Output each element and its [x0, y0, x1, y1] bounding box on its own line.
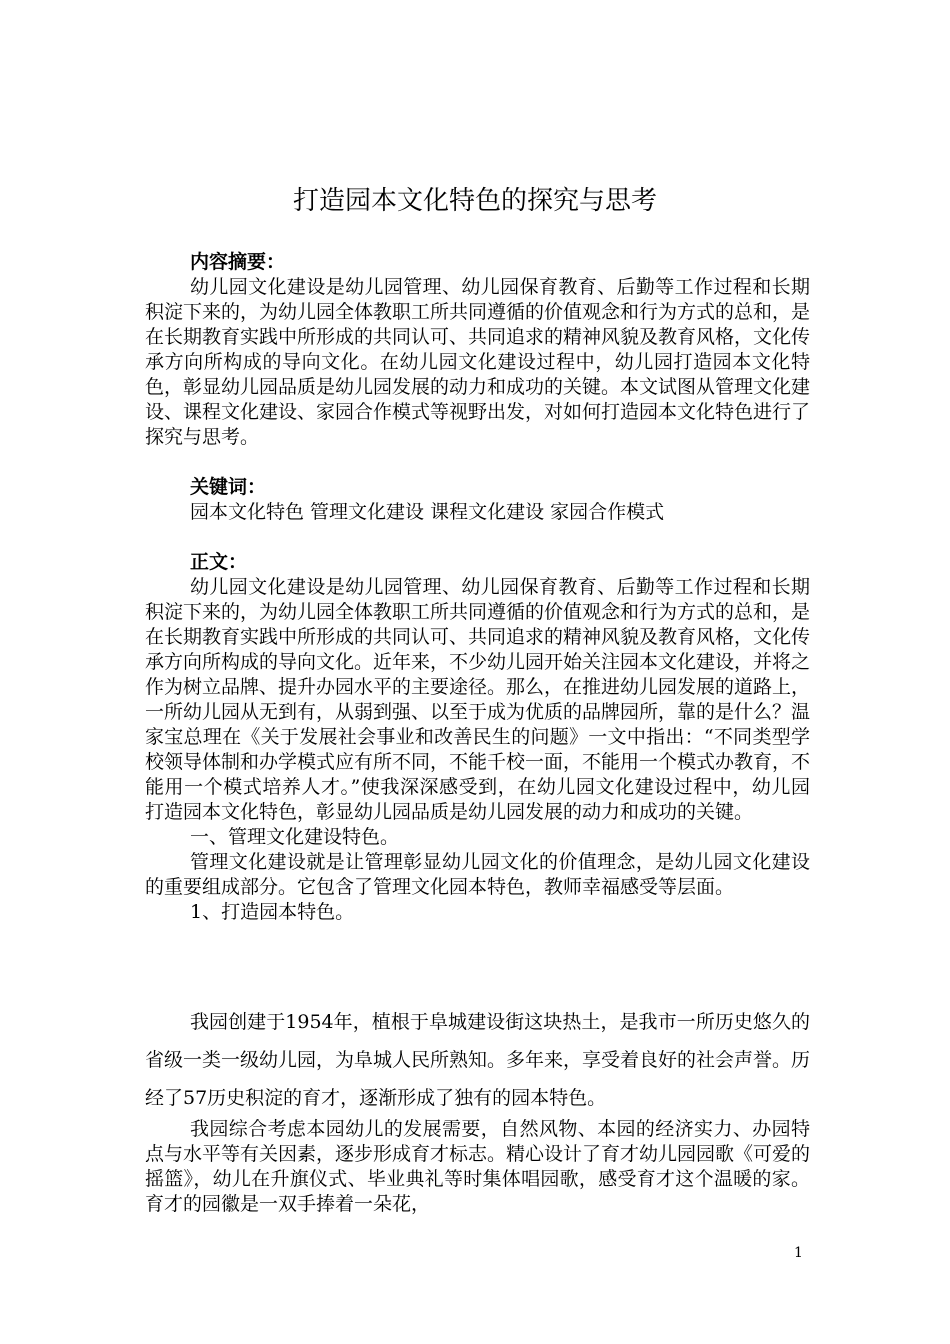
body-heading: 正文： — [190, 551, 248, 573]
body-paragraph: 我园创建于1954年，植根于阜城建设街这块热土，是我市一所历史悠久的省级一类一级幼儿园，为阜城人民所熟知。多年来，享受着良好的社会声誉。历经了57历史积淀的育才，逐渐形成了独有的园本特色。 — [145, 1011, 811, 1109]
body-section-continued — [145, 1003, 810, 1217]
abstract-section — [145, 250, 810, 450]
page-title: 打造园本文化特色的探究与思考 — [292, 186, 657, 216]
keywords-section — [145, 475, 810, 525]
keywords-heading: 关键词： — [190, 476, 267, 498]
section-heading: 一、管理文化建设特色。 — [190, 826, 400, 848]
abstract-text: 幼儿园文化建设是幼儿园管理、幼儿园保育教育、后勤等工作过程和长期积淀下来的，为幼儿园全体教职工所共同遵循的价值观念和行为方式的总和，是在长期教育实践中所形成的共同认可、共同追求的精神风貌及教育风格，文化传承方向所构成的导向文化。在幼儿园文化建设过程中，幼儿园打造园本文化特色，彰显幼儿园品质是幼儿园发展的动力和成功的关键。本文试图从管理文化建设、课程文化建设、家园合作模式等视野出发，对如何打造园本文化特色进行了探究与思考。 — [145, 276, 811, 448]
abstract-heading: 内容摘要： — [190, 251, 286, 273]
body-section — [145, 550, 810, 925]
body-paragraph: 管理文化建设就是让管理彰显幼儿园文化的价值理念，是幼儿园文化建设的重要组成部分。它包含了管理文化园本特色，教师幸福感受等层面。 — [145, 851, 810, 898]
page-number: 1 — [794, 1245, 803, 1261]
body-paragraph: 幼儿园文化建设是幼儿园管理、幼儿园保育教育、后勤等工作过程和长期积淀下来的，为幼儿园全体教职工所共同遵循的价值观念和行为方式的总和，是在长期教育实践中所形成的共同认可、共同追求的精神风貌及教育风格，文化传承方向所构成的导向文化。近年来，不少幼儿园开始关注园本文化建设，并将之作为树立品牌、提升办园水平的主要途径。那么，在推进幼儿园发展的道路上，一所幼儿园从无到有，从弱到强、以至于成为优质的品牌园所，靠的是什么？温家宝总理在《关于发展社会事业和改善民生的问题》一文中指出：“不同类型学校领导体制和办学模式应有所不同，不能千校一面，不能用一个模式办教育，不能用一个模式培养人才。”使我深深感受到，在幼儿园文化建设过程中，幼儿园打造园本文化特色，彰显幼儿园品质是幼儿园发展的动力和成功的关键。 — [145, 576, 811, 823]
subsection-heading: 1、打造园本特色。 — [190, 901, 355, 923]
keywords-text: 园本文化特色 管理文化建设 课程文化建设 家园合作模式 — [190, 501, 665, 523]
body-paragraph: 我园综合考虑本园幼儿的发展需要，自然风物、本园的经济实力、办园特点与水平等有关因素，逐步形成育才标志。精心设计了育才幼儿园园歌《可爱的摇篮》，幼儿在升旗仪式、毕业典礼等时集体唱园歌，感受育才这个温暖的家。育才的园徽是一双手捧着一朵花， — [145, 1118, 811, 1215]
